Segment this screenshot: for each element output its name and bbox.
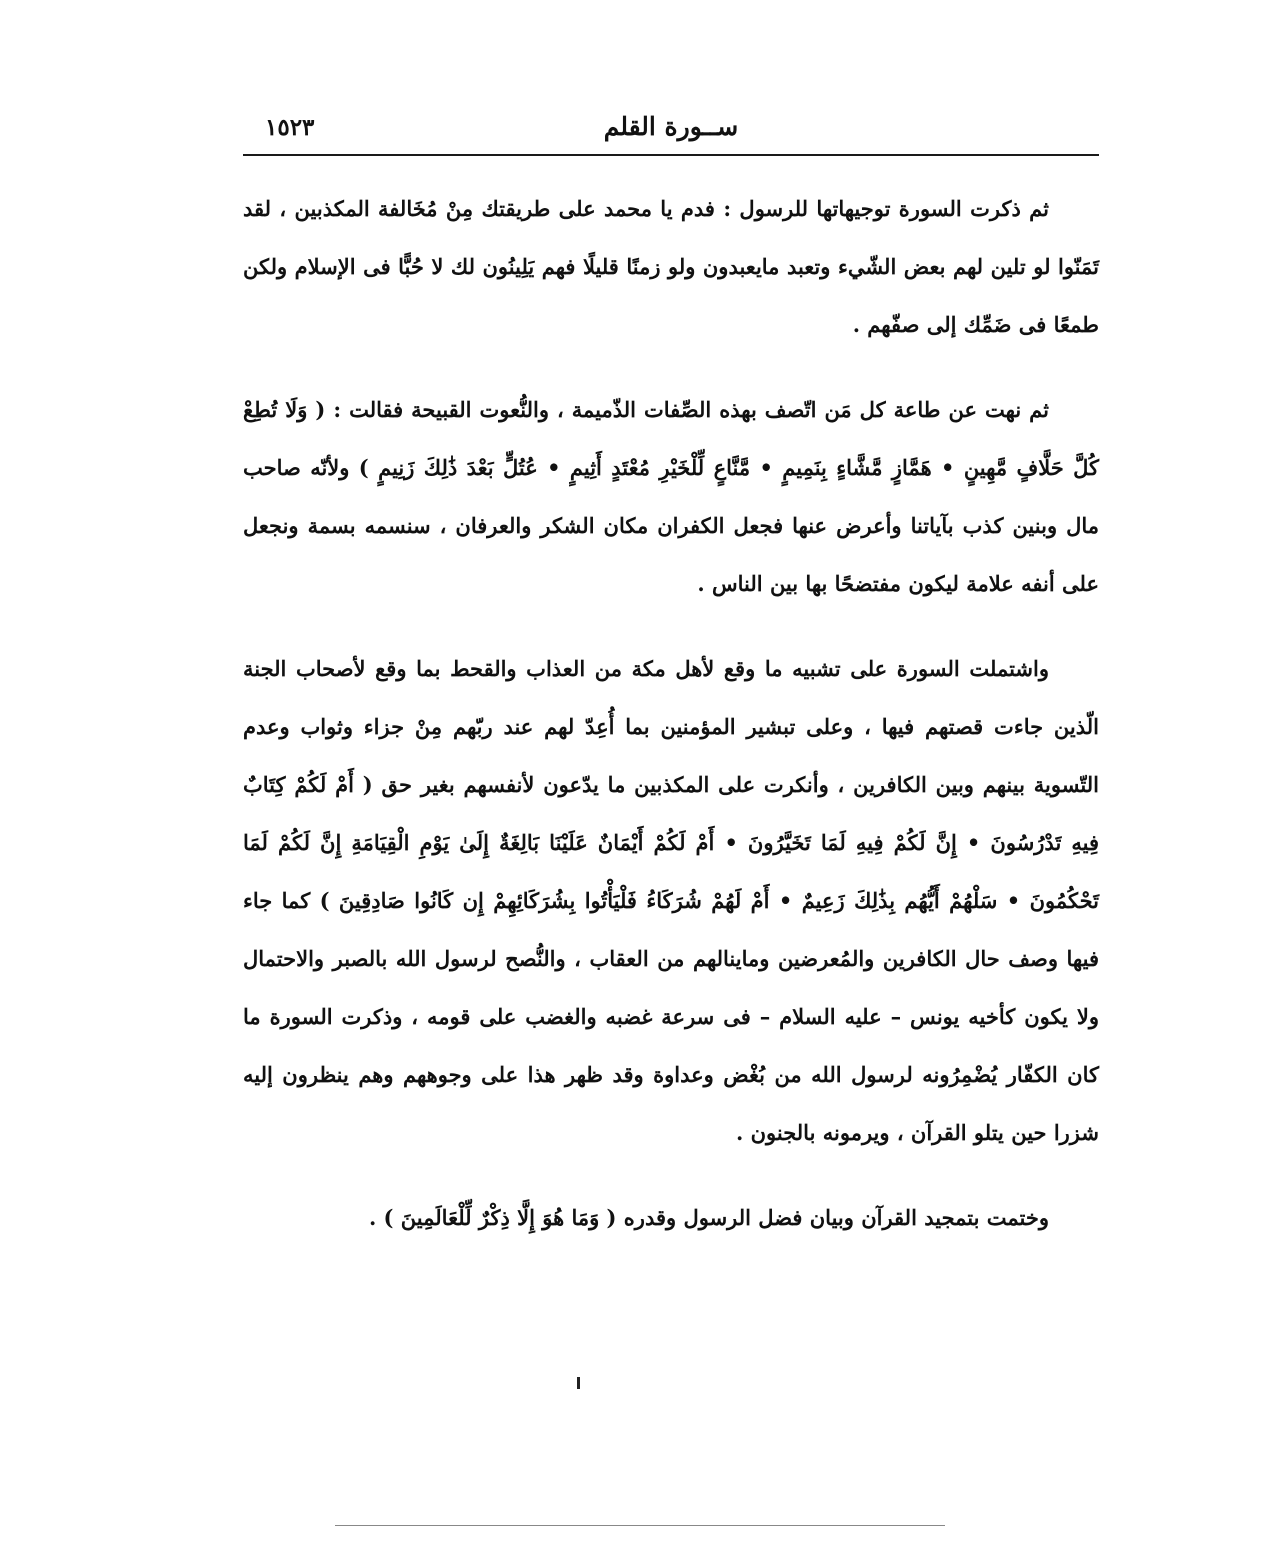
paragraph-1: ثم ذكرت السورة توجيهاتها للرسول : فدم يا محمد على طريقتك مِنْ مُخَالفة المكذبين ، لقد تَمَنّوا لو تلين لهم بعض الشّيء وتعبد مايعبدون ولو زمنًا قليلًا فهم يَلِينُون لك لا حُبًّا فى الإسلام ولكن طمعًا فى ضَمِّك إلى صفّهم . [243,196,1099,337]
paragraph-4: وختمت بتمجيد القرآن وبيان فضل الرسول وقدره ( وَمَا هُوَ إِلَّا ذِكْرٌ لِّلْعَالَمِينَ ) . [368,1205,1049,1230]
bottom-rule [335,1525,945,1526]
paragraph-2: ثم نهت عن طاعة كل مَن اتّصف بهذه الصِّفات الذّميمة ، والنُّعوت القبيحة فقالت : ( وَلَا تُطِعْ كُلَّ حَلَّافٍ مَّهِينٍ • هَمَّازٍ مَّشَّاءٍ بِنَمِيمٍ • مَّنَّاعٍ لِّلْخَيْرِ مُعْتَدٍ أَثِيمٍ • عُتُلٍّ بَعْدَ ذَٰلِكَ زَنِيمٍ ) ولأنّه صاحب مال وبنين كذب بآياتنا وأعرض عنها فجعل الكفران مكان الشكر والعرفان ، سنسمه بسمة ونجعل على أنفه علامة ليكون مفتضحًا بها بين الناس . [243,397,1099,596]
paragraph-spacer [243,613,1099,640]
page-header [243,112,1099,152]
page-number: ١٥٢٣ [265,114,315,141]
paragraph-spacer [243,354,1099,381]
header-rule [243,154,1099,156]
print-mark [577,1377,580,1389]
paragraph-3: واشتملت السورة على تشبيه ما وقع لأهل مكة من العذاب والقحط بما وقع لأصحاب الجنة الّذين جاءت قصتهم فيها ، وعلى تبشير المؤمنين بما أُعِدّ لهم عند ربّهم مِنْ جزاء وثواب وعدم التّسوية بينهم وبين الكافرين ، وأنكرت على المكذبين ما يدّعون لأنفسهم بغير حق ( أَمْ لَكُمْ كِتَابٌ فِيهِ تَدْرُسُونَ • إِنَّ لَكُمْ فِيهِ لَمَا تَخَيَّرُونَ • أَمْ لَكُمْ أَيْمَانٌ عَلَيْنَا بَالِغَةٌ إِلَىٰ يَوْمِ الْقِيَامَةِ إِنَّ لَكُمْ لَمَا تَحْكُمُونَ • سَلْهُمْ أَيُّهُم بِذَٰلِكَ زَعِيمٌ • أَمْ لَهُمْ شُرَكَاءُ فَلْيَأْتُوا بِشُرَكَائِهِمْ إِن كَانُوا صَادِقِينَ ) كما جاء فيها وصف حال الكافرين والمُعرضين وماينالهم من العقاب ، والنُّصح لرسول الله بالصبر والاحتمال ولا يكون كأخيه يونس – عليه السلام – فى سرعة غضبه والغضب على قومه ، وذكرت السورة ما كان الكفّار يُضْمِرُونه لرسول الله من بُغْض وعداوة وقد ظهر هذا على وجوههم وهم ينظرون إليه شزرا حين يتلو القرآن ، ويرمونه بالجنون . [243,656,1099,1145]
surah-title: ســورة القلم [603,112,739,141]
paragraph-spacer [243,1162,1099,1189]
page-body [243,180,1099,1247]
